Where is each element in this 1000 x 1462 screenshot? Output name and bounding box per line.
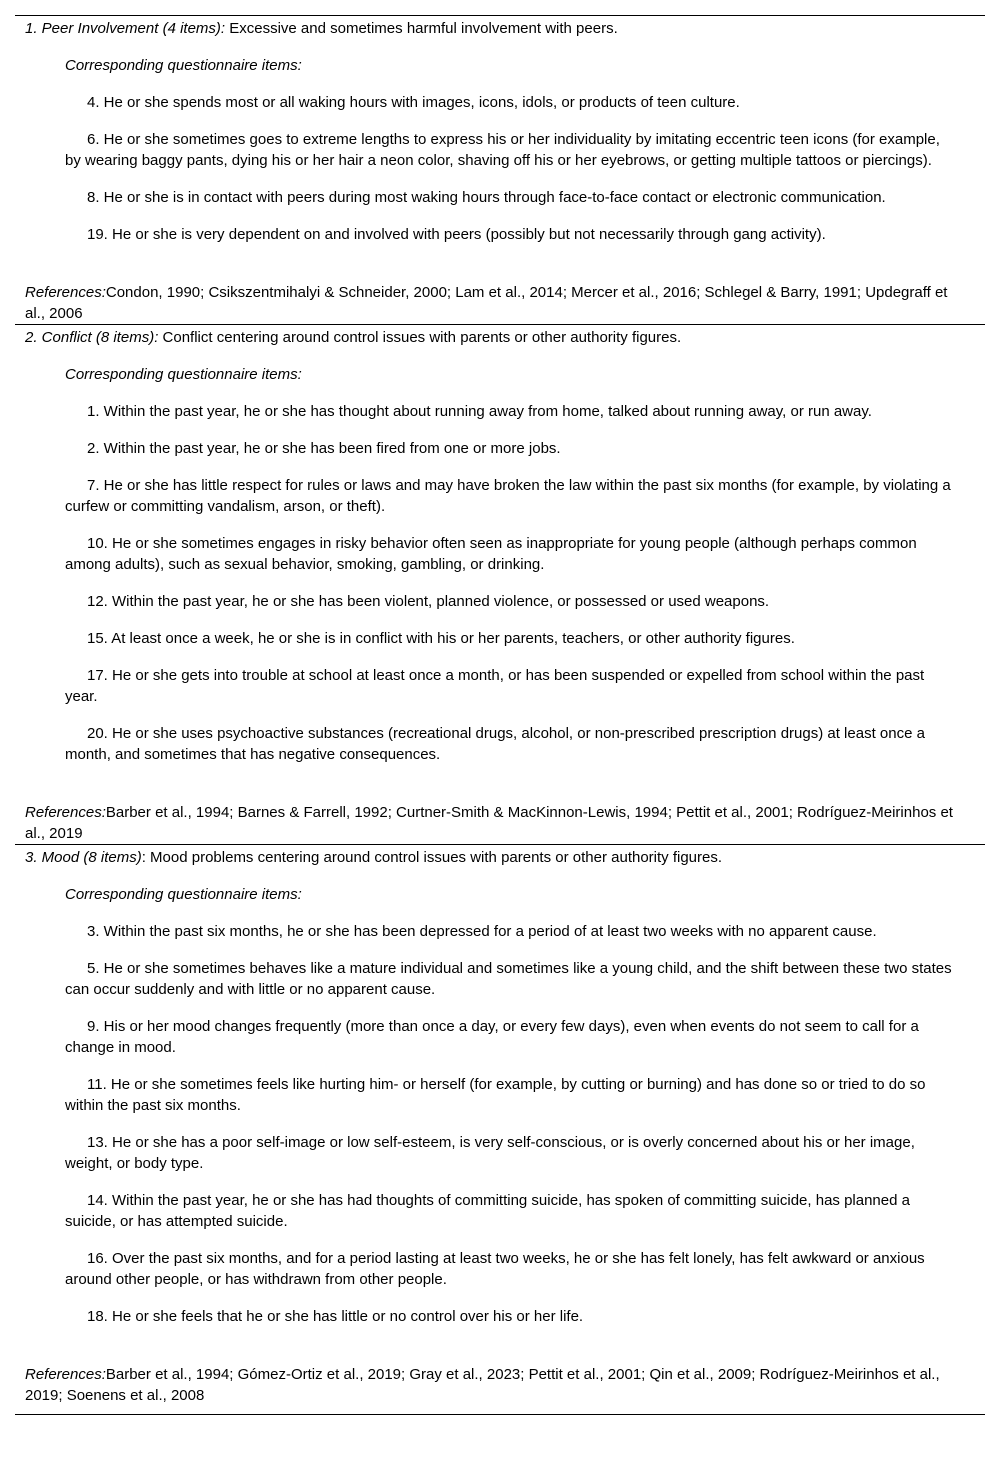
- questionnaire-item: 9. His or her mood changes frequently (more than once a day, or every few days), even when events do not seem to call for a change in mood.: [65, 1018, 919, 1056]
- section-peer-involvement: [15, 15, 985, 324]
- section-references: [25, 1364, 955, 1414]
- section-heading-label: 1. Peer Involvement (4 items):: [25, 20, 226, 37]
- questionnaire-item: 16. Over the past six months, and for a period lasting at least two weeks, he or she has felt lonely, has felt awkward or anxious around other people, or has withdrawn from other people.: [65, 1250, 925, 1288]
- section-subhead: Corresponding questionnaire items:: [65, 366, 302, 383]
- references-text: Barber et al., 1994; Barnes & Farrell, 1992; Curtner-Smith & MacKinnon-Lewis, 1994; Pettit et al., 2001; Rodríguez-Meirinhos et al., 2019: [25, 804, 953, 842]
- references-label: References:: [25, 1366, 106, 1383]
- questionnaire-item: 18. He or she feels that he or she has little or no control over his or her life.: [87, 1308, 584, 1325]
- questionnaire-item: 14. Within the past year, he or she has had thoughts of committing suicide, has spoken of committing suicide, has planned a suicide, or has attempted suicide.: [65, 1192, 910, 1230]
- section-heading-label: 2. Conflict (8 items):: [25, 329, 159, 346]
- references-label: References:: [25, 284, 106, 301]
- questionnaire-item: 12. Within the past year, he or she has been violent, planned violence, or possessed or used weapons.: [87, 593, 770, 610]
- questionnaire-item: 3. Within the past six months, he or she has been depressed for a period of at least two weeks with no apparent cause.: [87, 923, 877, 940]
- questionnaire-item: 13. He or she has a poor self-image or low self-esteem, is very self-conscious, or is overly concerned about his or her image, weight, or body type.: [65, 1134, 915, 1172]
- questionnaire-item: 2. Within the past year, he or she has been fired from one or more jobs.: [87, 440, 561, 457]
- section-conflict: [15, 324, 985, 844]
- section-mood: [15, 844, 985, 1415]
- questionnaire-item: 11. He or she sometimes feels like hurting him- or herself (for example, by cutting or burning) and has done so or tried to do so within the past six months.: [65, 1076, 926, 1114]
- questionnaire-item: 10. He or she sometimes engages in risky behavior often seen as inappropriate for young people (although perhaps common among adults), such as sexual behavior, smoking, gambling, or drinking.: [65, 535, 917, 573]
- section-subhead: Corresponding questionnaire items:: [65, 57, 302, 74]
- factor-table: [15, 15, 985, 1415]
- section-subhead: Corresponding questionnaire items:: [65, 886, 302, 903]
- section-heading-text: : Mood problems centering around control issues with parents or other authority figures.: [141, 849, 723, 866]
- section-heading: [25, 845, 975, 868]
- questionnaire-item: 5. He or she sometimes behaves like a mature individual and sometimes like a young child, and the shift between these two states can occur suddenly and with little or no apparent cause.: [65, 960, 952, 998]
- section-heading: [25, 16, 975, 39]
- section-references: [25, 282, 955, 324]
- references-text: Condon, 1990; Csikszentmihalyi & Schneider, 2000; Lam et al., 2014; Mercer et al., 2016; Schlegel & Barry, 1991; Updegraff et al., 2006: [25, 284, 948, 322]
- section-heading-label: 3. Mood (8 items): [25, 849, 142, 866]
- questionnaire-item: 6. He or she sometimes goes to extreme lengths to express his or her individuality by imitating eccentric teen icons (for example, by wearing baggy pants, dying his or her hair a neon color, shaving off his or her eyebrows, or getting multiple tattoos or piercings).: [65, 131, 940, 169]
- questionnaire-item: 15. At least once a week, he or she is in conflict with his or her parents, teachers, or other authority figures.: [87, 630, 795, 647]
- questionnaire-item: 8. He or she is in contact with peers during most waking hours through face-to-face contact or electronic communication.: [87, 189, 886, 206]
- questionnaire-item: 19. He or she is very dependent on and involved with peers (possibly but not necessarily through gang activity).: [87, 226, 826, 243]
- section-heading: [25, 325, 975, 348]
- section-references: [25, 802, 955, 844]
- section-heading-text: Conflict centering around control issues with parents or other authority figures.: [158, 329, 682, 346]
- references-label: References:: [25, 804, 106, 821]
- section-heading-text: Excessive and sometimes harmful involvement with peers.: [225, 20, 618, 37]
- questionnaire-item: 4. He or she spends most or all waking hours with images, icons, idols, or products of teen culture.: [87, 94, 740, 111]
- questionnaire-item: 1. Within the past year, he or she has thought about running away from home, talked about running away, or run away.: [87, 403, 872, 420]
- questionnaire-item: 20. He or she uses psychoactive substances (recreational drugs, alcohol, or non-prescribed prescription drugs) at least once a month, and sometimes that has negative consequences.: [65, 725, 925, 763]
- references-text: Barber et al., 1994; Gómez-Ortiz et al., 2019; Gray et al., 2023; Pettit et al., 2001; Qin et al., 2009; Rodríguez-Meirinhos et al., 2019; Soenens et al., 2008: [25, 1366, 940, 1404]
- questionnaire-item: 7. He or she has little respect for rules or laws and may have broken the law within the past six months (for example, by violating a curfew or committing vandalism, arson, or theft).: [65, 477, 951, 515]
- questionnaire-item: 17. He or she gets into trouble at school at least once a month, or has been suspended or expelled from school within the past year.: [65, 667, 925, 705]
